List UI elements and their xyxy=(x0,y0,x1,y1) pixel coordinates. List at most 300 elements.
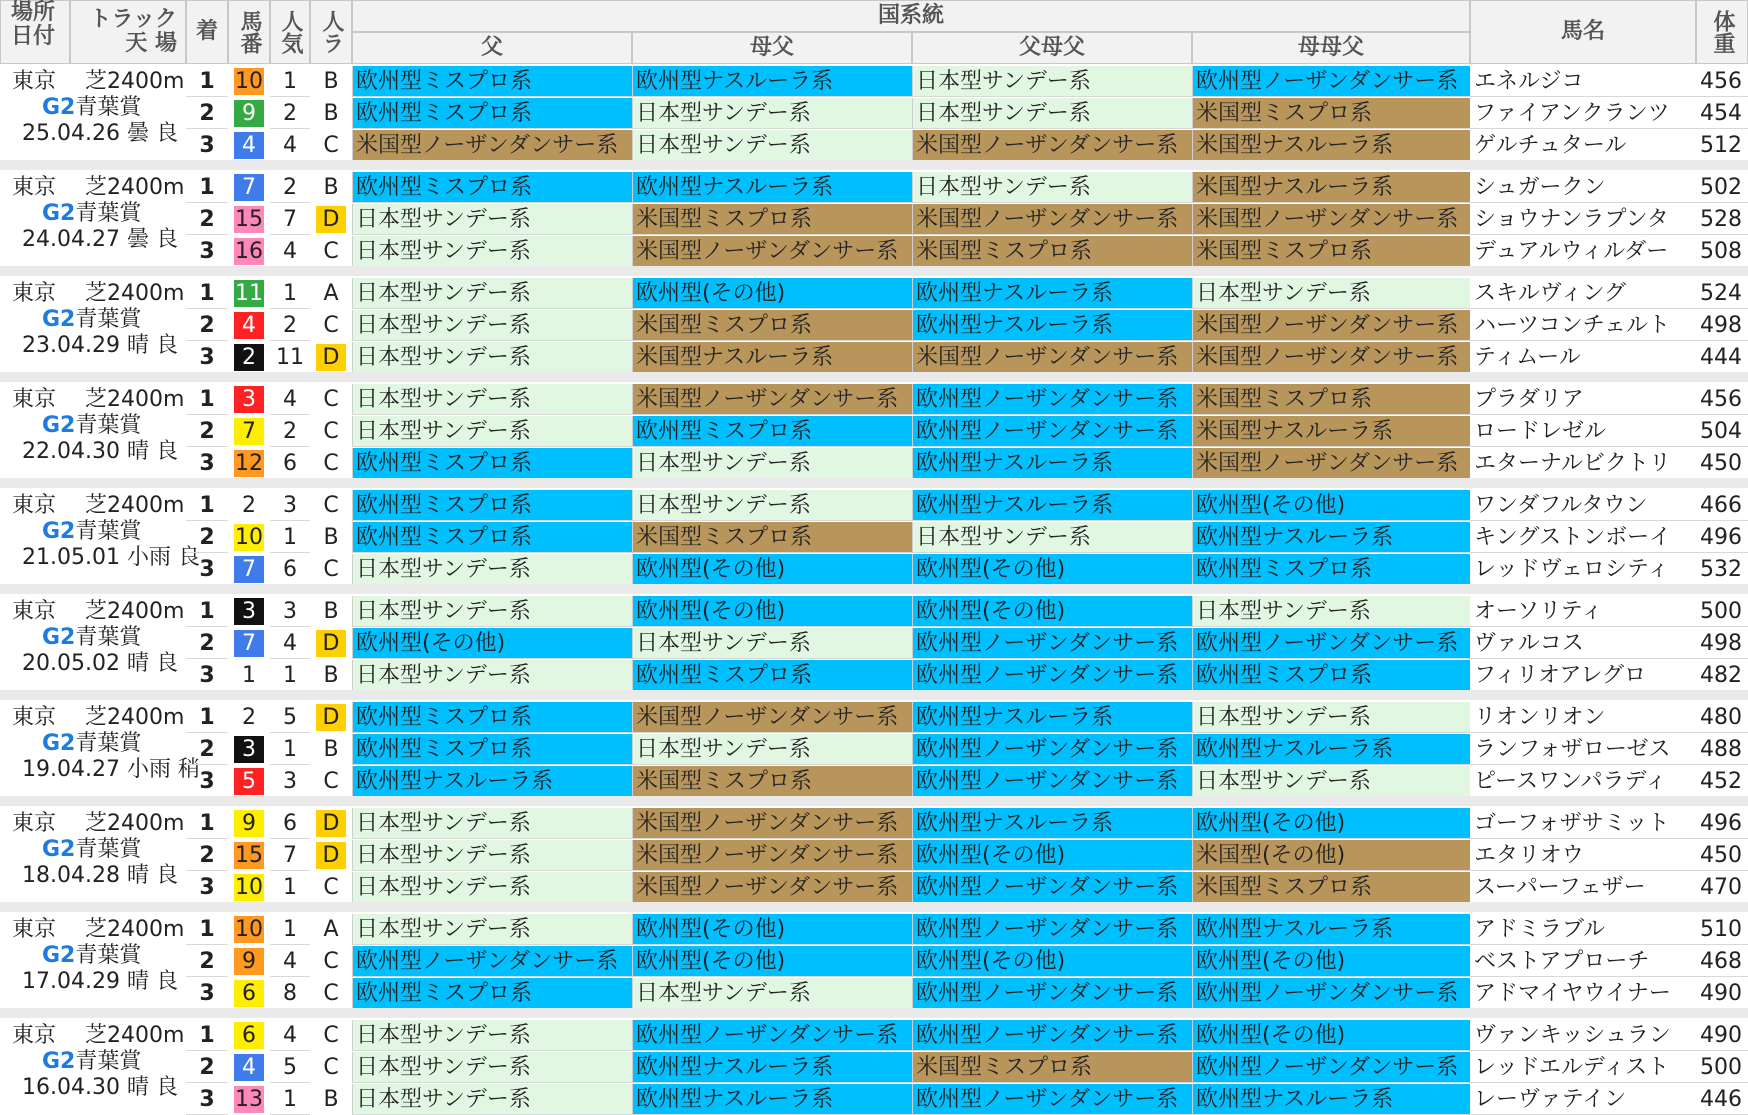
horse-name: キングストンボーイ xyxy=(1470,522,1696,553)
ninki-cell: 1 xyxy=(270,660,310,691)
umaban-cell: 5 xyxy=(234,768,264,795)
race-date-weather: 19.04.27 小雨 稍 xyxy=(22,757,200,782)
race-course: 東京 芝2400m xyxy=(12,281,185,306)
header-basho: 場所 xyxy=(11,0,56,25)
rank-cell: 1 xyxy=(186,490,228,521)
race-name: 青葉賞 xyxy=(75,95,142,120)
horse-weight: 498 xyxy=(1696,310,1748,341)
bloodline-cell: 欧州型ミスプロ系 xyxy=(1192,660,1470,691)
ninki-cell: 8 xyxy=(270,978,310,1009)
bloodline-cell: 欧州型ミスプロ系 xyxy=(632,660,912,691)
bloodline-cell: 日本型サンデー系 xyxy=(632,448,912,479)
horse-weight: 488 xyxy=(1696,734,1748,765)
horse-weight: 490 xyxy=(1696,978,1748,1009)
umaban-cell: 7 xyxy=(234,556,264,583)
ninki-cell: 3 xyxy=(270,490,310,521)
bloodline-cell: 欧州型ナスルーラ系 xyxy=(632,172,912,203)
race-course: 東京 芝2400m xyxy=(12,811,185,836)
bloodline-cell: 米国型ノーザンダンサー系 xyxy=(632,384,912,415)
horse-name: エネルジコ xyxy=(1470,66,1696,97)
bloodline-cell: 米国型ミスプロ系 xyxy=(1192,872,1470,903)
ninkira-cell: D xyxy=(316,704,346,731)
horse-weight: 454 xyxy=(1696,98,1748,129)
bloodline-cell: 日本型サンデー系 xyxy=(352,554,632,585)
umaban-cell: 3 xyxy=(234,736,264,763)
horse-name: ハーツコンチェルト xyxy=(1470,310,1696,341)
bloodline-cell: 欧州型ナスルーラ系 xyxy=(912,448,1192,479)
race-date-weather: 20.05.02 晴 良 xyxy=(22,651,178,676)
bloodline-cell: 米国型ノーザンダンサー系 xyxy=(632,236,912,267)
bloodline-cell: 日本型サンデー系 xyxy=(352,808,632,839)
race-separator xyxy=(0,478,1748,488)
race-info xyxy=(0,276,186,372)
bloodline-cell: 欧州型(その他) xyxy=(912,554,1192,585)
umaban-cell: 10 xyxy=(235,69,263,94)
ninki-cell: 6 xyxy=(270,554,310,585)
rank-cell: 3 xyxy=(186,766,228,797)
ninki-cell: 6 xyxy=(270,448,310,479)
bloodline-cell: 日本型サンデー系 xyxy=(352,384,632,415)
umaban-cell: 3 xyxy=(234,598,264,625)
rank-cell: 1 xyxy=(186,702,228,733)
bloodline-cell: 欧州型(その他) xyxy=(912,840,1192,871)
race-grade: G2 xyxy=(42,413,76,438)
race-course: 東京 芝2400m xyxy=(12,69,185,94)
horse-weight: 496 xyxy=(1696,808,1748,839)
horse-weight: 456 xyxy=(1696,66,1748,97)
ninkira-cell: B xyxy=(323,69,339,94)
race-title xyxy=(42,518,141,546)
horse-name: ベストアプローチ xyxy=(1470,946,1696,977)
bloodline-cell: 米国型ノーザンダンサー系 xyxy=(632,808,912,839)
header-basho-hizuke xyxy=(0,0,70,64)
bloodline-cell: 欧州型ノーザンダンサー系 xyxy=(1192,66,1470,97)
umaban-cell: 1 xyxy=(234,662,264,689)
bloodline-cell: 日本型サンデー系 xyxy=(352,596,632,627)
umaban-cell: 7 xyxy=(234,174,264,201)
race-name: 青葉賞 xyxy=(75,837,142,862)
ninki-cell: 5 xyxy=(270,1052,310,1083)
bloodline-cell: 米国型ミスプロ系 xyxy=(632,204,912,235)
horse-name: オーソリティ xyxy=(1470,596,1696,627)
horse-name: デュアルウィルダー xyxy=(1470,236,1696,267)
race-grade: G2 xyxy=(42,307,76,332)
ninki-cell: 4 xyxy=(270,946,310,977)
ninkira-cell: B xyxy=(323,175,339,200)
bloodline-cell: 日本型サンデー系 xyxy=(912,98,1192,129)
bloodline-cell: 欧州型ナスルーラ系 xyxy=(912,278,1192,309)
ninki-cell: 3 xyxy=(270,596,310,627)
umaban-cell: 2 xyxy=(234,492,264,519)
rank-cell: 3 xyxy=(186,978,228,1009)
bloodline-cell: 欧州型(その他) xyxy=(632,946,912,977)
rank-cell: 3 xyxy=(186,660,228,691)
bloodline-cell: 日本型サンデー系 xyxy=(352,310,632,341)
bloodline-cell: 欧州型ノーザンダンサー系 xyxy=(912,734,1192,765)
bloodline-cell: 米国型ミスプロ系 xyxy=(1192,98,1470,129)
ninkira-cell: C xyxy=(323,313,339,338)
header-chichihahachichi: 父母父 xyxy=(912,32,1192,64)
ninki-cell: 1 xyxy=(270,734,310,765)
bloodline-cell: 日本型サンデー系 xyxy=(1192,278,1470,309)
race-separator xyxy=(0,584,1748,594)
bloodline-cell: 欧州型ノーザンダンサー系 xyxy=(352,946,632,977)
ninki-cell: 1 xyxy=(270,914,310,945)
horse-weight: 504 xyxy=(1696,416,1748,447)
umaban-cell: 11 xyxy=(235,281,263,306)
horse-weight: 482 xyxy=(1696,660,1748,691)
rank-cell: 3 xyxy=(186,448,228,479)
horse-name: ゲルチュタール xyxy=(1470,130,1696,161)
rank-cell: 3 xyxy=(186,130,228,161)
race-info xyxy=(0,1018,186,1114)
bloodline-cell: 欧州型ナスルーラ系 xyxy=(1192,522,1470,553)
bloodline-cell: 欧州型ナスルーラ系 xyxy=(912,702,1192,733)
bloodline-cell: 米国型ミスプロ系 xyxy=(912,1052,1192,1083)
umaban-cell: 10 xyxy=(235,875,263,900)
race-info xyxy=(0,594,186,690)
horse-name: フィリオアレグロ xyxy=(1470,660,1696,691)
race-block xyxy=(0,700,1748,796)
ninkira-cell: C xyxy=(323,1055,339,1080)
umaban-cell: 7 xyxy=(234,418,264,445)
header-hahahahachichi: 母母父 xyxy=(1192,32,1470,64)
horse-name: ランフォザローゼス xyxy=(1470,734,1696,765)
bloodline-cell: 日本型サンデー系 xyxy=(352,204,632,235)
horse-weight: 510 xyxy=(1696,914,1748,945)
bloodline-cell: 米国型ノーザンダンサー系 xyxy=(1192,342,1470,373)
horse-name: エタリオウ xyxy=(1470,840,1696,871)
umaban-cell: 2 xyxy=(234,344,264,371)
horse-weight: 528 xyxy=(1696,204,1748,235)
bloodline-cell: 欧州型ミスプロ系 xyxy=(352,978,632,1009)
bloodline-cell: 欧州型ミスプロ系 xyxy=(352,702,632,733)
ninkira-cell: C xyxy=(323,387,339,412)
bloodline-cell: 日本型サンデー系 xyxy=(632,98,912,129)
umaban-cell: 15 xyxy=(235,207,263,232)
bloodline-cell: 米国型ノーザンダンサー系 xyxy=(632,872,912,903)
race-title xyxy=(42,942,141,970)
ninkira-cell: C xyxy=(323,419,339,444)
race-course: 東京 芝2400m xyxy=(12,917,185,942)
horse-name: スキルヴィング xyxy=(1470,278,1696,309)
bloodline-cell: 欧州型ナスルーラ系 xyxy=(1192,734,1470,765)
race-title xyxy=(42,730,141,758)
bloodline-cell: 日本型サンデー系 xyxy=(352,416,632,447)
bloodline-cell: 日本型サンデー系 xyxy=(352,1052,632,1083)
bloodline-cell: 欧州型ナスルーラ系 xyxy=(912,808,1192,839)
horse-weight: 500 xyxy=(1696,596,1748,627)
ninkira-cell: B xyxy=(323,1087,339,1112)
ninkira-cell: D xyxy=(316,630,346,657)
bloodline-cell: 日本型サンデー系 xyxy=(352,278,632,309)
race-separator xyxy=(0,266,1748,276)
umaban-cell: 9 xyxy=(234,948,264,975)
race-separator xyxy=(0,372,1748,382)
race-date-weather: 23.04.29 晴 良 xyxy=(22,333,178,358)
bloodline-cell: 米国型ノーザンダンサー系 xyxy=(1192,310,1470,341)
bloodline-cell: 日本型サンデー系 xyxy=(352,1084,632,1115)
bloodline-cell: 欧州型ミスプロ系 xyxy=(632,416,912,447)
bloodline-cell: 欧州型ノーザンダンサー系 xyxy=(912,978,1192,1009)
race-name: 青葉賞 xyxy=(75,201,142,226)
horse-name: ファイアンクランツ xyxy=(1470,98,1696,129)
bloodline-cell: 欧州型ノーザンダンサー系 xyxy=(912,628,1192,659)
bloodline-cell: 日本型サンデー系 xyxy=(912,172,1192,203)
bloodline-cell: 日本型サンデー系 xyxy=(912,66,1192,97)
ninkira-cell: D xyxy=(316,842,346,869)
bloodline-cell: 欧州型ナスルーラ系 xyxy=(1192,914,1470,945)
bloodline-cell: 米国型ミスプロ系 xyxy=(1192,384,1470,415)
bloodline-cell: 欧州型ノーザンダンサー系 xyxy=(912,914,1192,945)
horse-weight: 532 xyxy=(1696,554,1748,585)
bloodline-cell: 米国型ナスルーラ系 xyxy=(1192,416,1470,447)
bloodline-cell: 日本型サンデー系 xyxy=(352,872,632,903)
bloodline-cell: 日本型サンデー系 xyxy=(632,978,912,1009)
rank-cell: 1 xyxy=(186,596,228,627)
race-separator xyxy=(0,160,1748,170)
horse-name: ワンダフルタウン xyxy=(1470,490,1696,521)
ninki-cell: 4 xyxy=(270,236,310,267)
horse-weight: 508 xyxy=(1696,236,1748,267)
rank-cell: 2 xyxy=(186,946,228,977)
header-ninki: 人気 xyxy=(270,0,310,64)
horse-name: ピースワンパラディ xyxy=(1470,766,1696,797)
umaban-cell: 6 xyxy=(234,1022,264,1049)
bloodline-cell: 欧州型ミスプロ系 xyxy=(352,734,632,765)
rank-cell: 1 xyxy=(186,1020,228,1051)
rank-cell: 2 xyxy=(186,204,228,235)
ninkira-cell: B xyxy=(323,663,339,688)
ninkira-cell: C xyxy=(323,949,339,974)
rank-cell: 2 xyxy=(186,522,228,553)
bloodline-cell: 欧州型ナスルーラ系 xyxy=(632,1052,912,1083)
race-date-weather: 24.04.27 曇 良 xyxy=(22,227,178,252)
race-course: 東京 芝2400m xyxy=(12,599,185,624)
bloodline-cell: 米国型ナスルーラ系 xyxy=(632,342,912,373)
header-taiju: 体重 xyxy=(1696,0,1748,64)
header-kokukeito: 国系統 xyxy=(352,0,1470,32)
race-name: 青葉賞 xyxy=(75,1049,142,1074)
ninki-cell: 7 xyxy=(270,840,310,871)
umaban-cell: 6 xyxy=(234,980,264,1007)
ninkira-cell: C xyxy=(323,769,339,794)
bloodline-cell: 日本型サンデー系 xyxy=(632,628,912,659)
bloodline-cell: 欧州型ノーザンダンサー系 xyxy=(1192,628,1470,659)
ninki-cell: 1 xyxy=(270,278,310,309)
bloodline-cell: 欧州型ミスプロ系 xyxy=(352,448,632,479)
bloodline-cell: 米国型ノーザンダンサー系 xyxy=(632,702,912,733)
ninki-cell: 2 xyxy=(270,310,310,341)
header-hizuke: 日付 xyxy=(11,24,56,49)
bloodline-cell: 米国型ノーザンダンサー系 xyxy=(632,840,912,871)
horse-name: スーパーフェザー xyxy=(1470,872,1696,903)
race-grade: G2 xyxy=(42,519,76,544)
bloodline-cell: 米国型ミスプロ系 xyxy=(1192,236,1470,267)
ninkira-cell: D xyxy=(316,810,346,837)
race-block xyxy=(0,64,1748,160)
race-block xyxy=(0,912,1748,1008)
umaban-cell: 15 xyxy=(235,843,263,868)
horse-weight: 470 xyxy=(1696,872,1748,903)
ninkira-cell: B xyxy=(323,599,339,624)
bloodline-cell: 日本型サンデー系 xyxy=(1192,596,1470,627)
horse-name: ショウナンラプンタ xyxy=(1470,204,1696,235)
horse-name: ヴァルコス xyxy=(1470,628,1696,659)
umaban-cell: 9 xyxy=(234,810,264,837)
header-track: トラック xyxy=(89,7,177,32)
ninki-cell: 11 xyxy=(270,342,310,373)
ninkira-cell: C xyxy=(323,1023,339,1048)
horse-name: アドミラブル xyxy=(1470,914,1696,945)
horse-name: アドマイヤウイナー xyxy=(1470,978,1696,1009)
race-name: 青葉賞 xyxy=(75,943,142,968)
race-course: 東京 芝2400m xyxy=(12,175,185,200)
bloodline-cell: 欧州型ノーザンダンサー系 xyxy=(632,1020,912,1051)
race-separator xyxy=(0,690,1748,700)
ninki-cell: 2 xyxy=(270,98,310,129)
horse-weight: 524 xyxy=(1696,278,1748,309)
horse-name: レーヴァテイン xyxy=(1470,1084,1696,1115)
bloodline-cell: 日本型サンデー系 xyxy=(352,840,632,871)
race-info xyxy=(0,912,186,1008)
ninkira-cell: C xyxy=(323,451,339,476)
bloodline-cell: 米国型(その他) xyxy=(1192,840,1470,871)
bloodline-cell: 欧州型ノーザンダンサー系 xyxy=(1192,978,1470,1009)
bloodline-cell: 欧州型ナスルーラ系 xyxy=(632,1084,912,1115)
bloodline-cell: 日本型サンデー系 xyxy=(912,522,1192,553)
ninkira-cell: C xyxy=(323,875,339,900)
bloodline-cell: 日本型サンデー系 xyxy=(352,342,632,373)
ninkira-cell: D xyxy=(316,344,346,371)
horse-weight: 490 xyxy=(1696,1020,1748,1051)
bloodline-cell: 米国型ナスルーラ系 xyxy=(1192,172,1470,203)
race-date-weather: 22.04.30 晴 良 xyxy=(22,439,178,464)
bloodline-cell: 米国型ノーザンダンサー系 xyxy=(1192,204,1470,235)
horse-weight: 450 xyxy=(1696,840,1748,871)
bloodline-cell: 米国型ミスプロ系 xyxy=(632,310,912,341)
bloodline-cell: 日本型サンデー系 xyxy=(352,660,632,691)
umaban-cell: 2 xyxy=(234,704,264,731)
bloodline-cell: 欧州型(その他) xyxy=(912,946,1192,977)
horse-name: レッドエルディスト xyxy=(1470,1052,1696,1083)
horse-name: シュガークン xyxy=(1470,172,1696,203)
bloodline-cell: 欧州型(その他) xyxy=(632,554,912,585)
horse-weight: 502 xyxy=(1696,172,1748,203)
race-title xyxy=(42,306,141,334)
umaban-cell: 4 xyxy=(234,312,264,339)
race-name: 青葉賞 xyxy=(75,519,142,544)
horse-name: ロードレゼル xyxy=(1470,416,1696,447)
ninki-cell: 4 xyxy=(270,384,310,415)
race-info xyxy=(0,488,200,584)
race-grade: G2 xyxy=(42,731,76,756)
rank-cell: 1 xyxy=(186,914,228,945)
race-name: 青葉賞 xyxy=(75,307,142,332)
ninkira-cell: A xyxy=(323,281,339,306)
horse-weight: 480 xyxy=(1696,702,1748,733)
race-block xyxy=(0,170,1748,266)
race-title xyxy=(42,1048,141,1076)
bloodline-cell: 欧州型ミスプロ系 xyxy=(1192,554,1470,585)
rank-cell: 2 xyxy=(186,310,228,341)
bloodline-cell: 欧州型ノーザンダンサー系 xyxy=(1192,1052,1470,1083)
bloodline-cell: 日本型サンデー系 xyxy=(632,490,912,521)
umaban-cell: 12 xyxy=(235,451,263,476)
race-title xyxy=(42,836,141,864)
race-info xyxy=(0,806,186,902)
bloodline-cell: 欧州型ノーザンダンサー系 xyxy=(912,766,1192,797)
race-separator xyxy=(0,796,1748,806)
bloodline-cell: 欧州型ノーザンダンサー系 xyxy=(912,1020,1192,1051)
umaban-cell: 9 xyxy=(234,100,264,127)
umaban-cell: 13 xyxy=(235,1087,263,1112)
rank-cell: 1 xyxy=(186,808,228,839)
race-course: 東京 芝2400m xyxy=(12,493,185,518)
bloodline-cell: 欧州型ノーザンダンサー系 xyxy=(912,1084,1192,1115)
bloodline-cell: 米国型ノーザンダンサー系 xyxy=(912,130,1192,161)
ninkira-cell: A xyxy=(323,917,339,942)
rank-cell: 2 xyxy=(186,734,228,765)
race-date-weather: 17.04.29 晴 良 xyxy=(22,969,178,994)
horse-weight: 468 xyxy=(1696,946,1748,977)
bloodline-cell: 欧州型ミスプロ系 xyxy=(352,66,632,97)
rank-cell: 1 xyxy=(186,172,228,203)
bloodline-cell: 欧州型ナスルーラ系 xyxy=(912,310,1192,341)
race-info xyxy=(0,64,186,160)
race-title xyxy=(42,624,141,652)
bloodline-cell: 欧州型(その他) xyxy=(912,596,1192,627)
bloodline-cell: 欧州型(その他) xyxy=(352,628,632,659)
bloodline-cell: 米国型ミスプロ系 xyxy=(632,766,912,797)
race-date-weather: 21.05.01 小雨 良 xyxy=(22,545,200,570)
ninkira-cell: C xyxy=(323,493,339,518)
bloodline-cell: 欧州型(その他) xyxy=(632,278,912,309)
horse-name: ゴーフォザサミット xyxy=(1470,808,1696,839)
bloodline-cell: 日本型サンデー系 xyxy=(352,1020,632,1051)
header-umaban: 馬番 xyxy=(228,0,270,64)
race-block xyxy=(0,276,1748,372)
race-date-weather: 25.04.26 曇 良 xyxy=(22,121,178,146)
race-grade: G2 xyxy=(42,201,76,226)
rank-cell: 1 xyxy=(186,278,228,309)
race-grade: G2 xyxy=(42,625,76,650)
umaban-cell: 3 xyxy=(234,386,264,413)
race-grade: G2 xyxy=(42,1049,76,1074)
horse-weight: 498 xyxy=(1696,628,1748,659)
bloodline-cell: 欧州型(その他) xyxy=(1192,1020,1470,1051)
ninki-cell: 3 xyxy=(270,766,310,797)
bloodline-cell: 欧州型ミスプロ系 xyxy=(352,522,632,553)
rank-cell: 3 xyxy=(186,1084,228,1115)
ninki-cell: 4 xyxy=(270,130,310,161)
bloodline-cell: 米国型ミスプロ系 xyxy=(632,522,912,553)
race-date-weather: 18.04.28 晴 良 xyxy=(22,863,178,888)
ninki-cell: 1 xyxy=(270,66,310,97)
ninki-cell: 4 xyxy=(270,628,310,659)
race-title xyxy=(42,200,141,228)
race-separator xyxy=(0,902,1748,912)
ninki-cell: 6 xyxy=(270,808,310,839)
race-grade: G2 xyxy=(42,837,76,862)
horse-weight: 452 xyxy=(1696,766,1748,797)
rank-cell: 3 xyxy=(186,872,228,903)
bloodline-cell: 欧州型ノーザンダンサー系 xyxy=(912,384,1192,415)
bloodline-cell: 欧州型ノーザンダンサー系 xyxy=(912,416,1192,447)
header-chichi: 父 xyxy=(352,32,632,64)
header-tenba: 天 場 xyxy=(125,31,177,56)
ninkira-cell: C xyxy=(323,133,339,158)
